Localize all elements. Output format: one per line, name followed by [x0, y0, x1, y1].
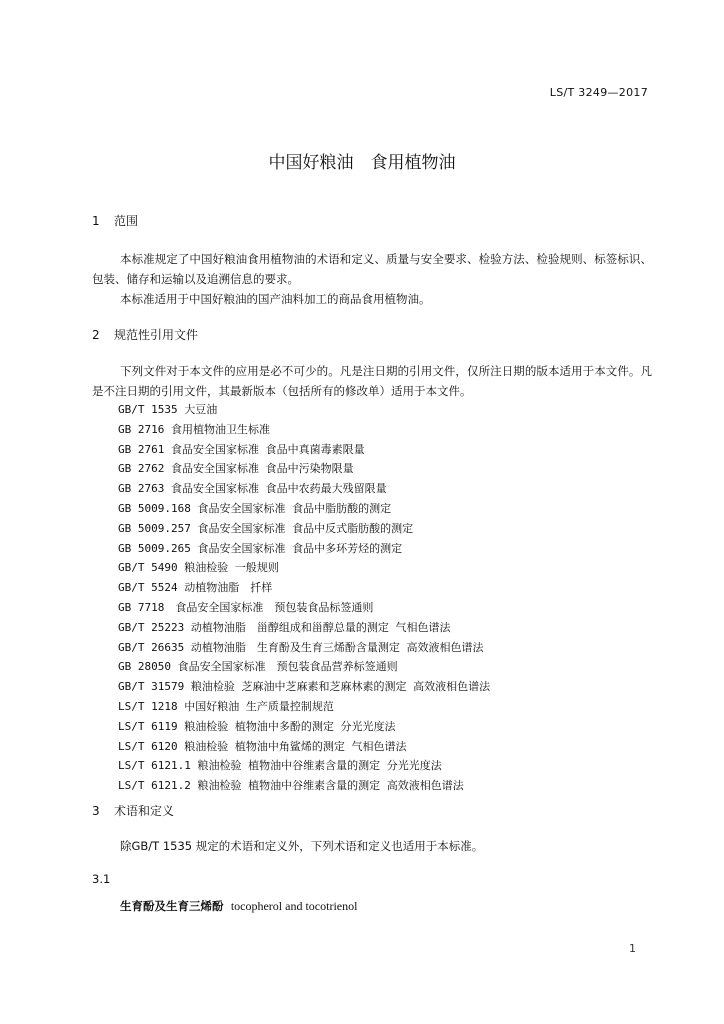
term-heading: [120, 896, 357, 916]
reference-item: GB 5009.257 食品安全国家标准 食品中反式脂肪酸的测定: [118, 521, 414, 535]
reference-item: GB/T 1535 大豆油: [118, 403, 218, 416]
page-number: 1: [629, 942, 636, 955]
section-number: 1: [92, 214, 100, 228]
reference-item: LS/T 1218 中国好粮油 生产质量控制规范: [118, 699, 334, 713]
reference-item: GB 5009.168 食品安全国家标准 食品中脂肪酸的测定: [118, 501, 392, 515]
section-2-paragraph: 下列文件对于本文件的应用是必不可少的。凡是注日期的引用文件，仅所注日期的版本适用于本文件。凡是不注日期的引用文件，其最新版本（包括所有的修改单）适用于本文件。: [92, 364, 652, 398]
reference-item: GB 2761 食品安全国家标准 食品中真菌毒素限量: [118, 442, 365, 456]
reference-item: GB/T 5490 粮油检验 一般规则: [118, 561, 279, 575]
section-2-heading: [92, 326, 198, 343]
reference-item: LS/T 6119 粮油检验 植物油中多酚的测定 分光光度法: [118, 719, 396, 733]
term-english: tocopherol and tocotrienol: [230, 899, 358, 913]
section-title: 范围: [114, 214, 139, 228]
section-3-paragraph: 除GB/T 1535 规定的术语和定义外，下列术语和定义也适用于本标准。: [120, 839, 484, 853]
term-chinese: 生育酚及生育三烯酚: [120, 899, 224, 913]
section-3-heading: [92, 802, 174, 819]
reference-item: GB 2763 食品安全国家标准 食品中农药最大残留限量: [118, 482, 387, 496]
reference-item: GB/T 5524 动植物油脂 扦样: [118, 581, 273, 595]
section-title: 术语和定义: [114, 804, 175, 818]
section-title: 规范性引用文件: [114, 328, 199, 342]
reference-list: [118, 400, 490, 796]
reference-item: GB/T 26635 动植物油脂 生育酚及生育三烯酚含量测定 高效液相色谱法: [118, 640, 484, 654]
standard-code: LS/T 3249—2017: [549, 86, 648, 99]
reference-item: GB 5009.265 食品安全国家标准 食品中多环芳烃的测定: [118, 541, 403, 555]
reference-item: GB 2716 食用植物油卫生标准: [118, 422, 270, 436]
reference-item: LS/T 6121.2 粮油检验 植物油中谷维素含量的测定 高效液相色谱法: [118, 779, 464, 793]
reference-item: LS/T 6120 粮油检验 植物油中角鲨烯的测定 气相色谱法: [118, 739, 407, 753]
section-number: 2: [92, 328, 100, 342]
reference-item: GB 28050 食品安全国家标准 预包装食品营养标签通则: [118, 660, 398, 674]
term-number: 3.1: [92, 872, 111, 886]
reference-item: GB 2762 食品安全国家标准 食品中污染物限量: [118, 462, 354, 476]
section-1-paragraph-2: 本标准适用于中国好粮油的国产油料加工的商品食用植物油。: [120, 292, 431, 306]
reference-item: GB 7718 食品安全国家标准 预包装食品标签通则: [118, 600, 374, 614]
section-1-heading: [92, 212, 138, 229]
reference-item: GB/T 31579 粮油检验 芝麻油中芝麻素和芝麻林素的测定 高效液相色谱法: [118, 680, 491, 694]
reference-item: LS/T 6121.1 粮油检验 植物油中谷维素含量的测定 分光光度法: [118, 759, 442, 773]
reference-item: GB/T 25223 动植物油脂 甾醇组成和甾醇总量的测定 气相色谱法: [118, 620, 451, 634]
section-number: 3: [92, 804, 100, 818]
document-title: 中国好粮油 食用植物油: [268, 153, 456, 173]
section-1-paragraph-1: 本标准规定了中国好粮油食用植物油的术语和定义、质量与安全要求、检验方法、检验规则、标签标识、包装、储存和运输以及追溯信息的要求。: [92, 252, 652, 286]
